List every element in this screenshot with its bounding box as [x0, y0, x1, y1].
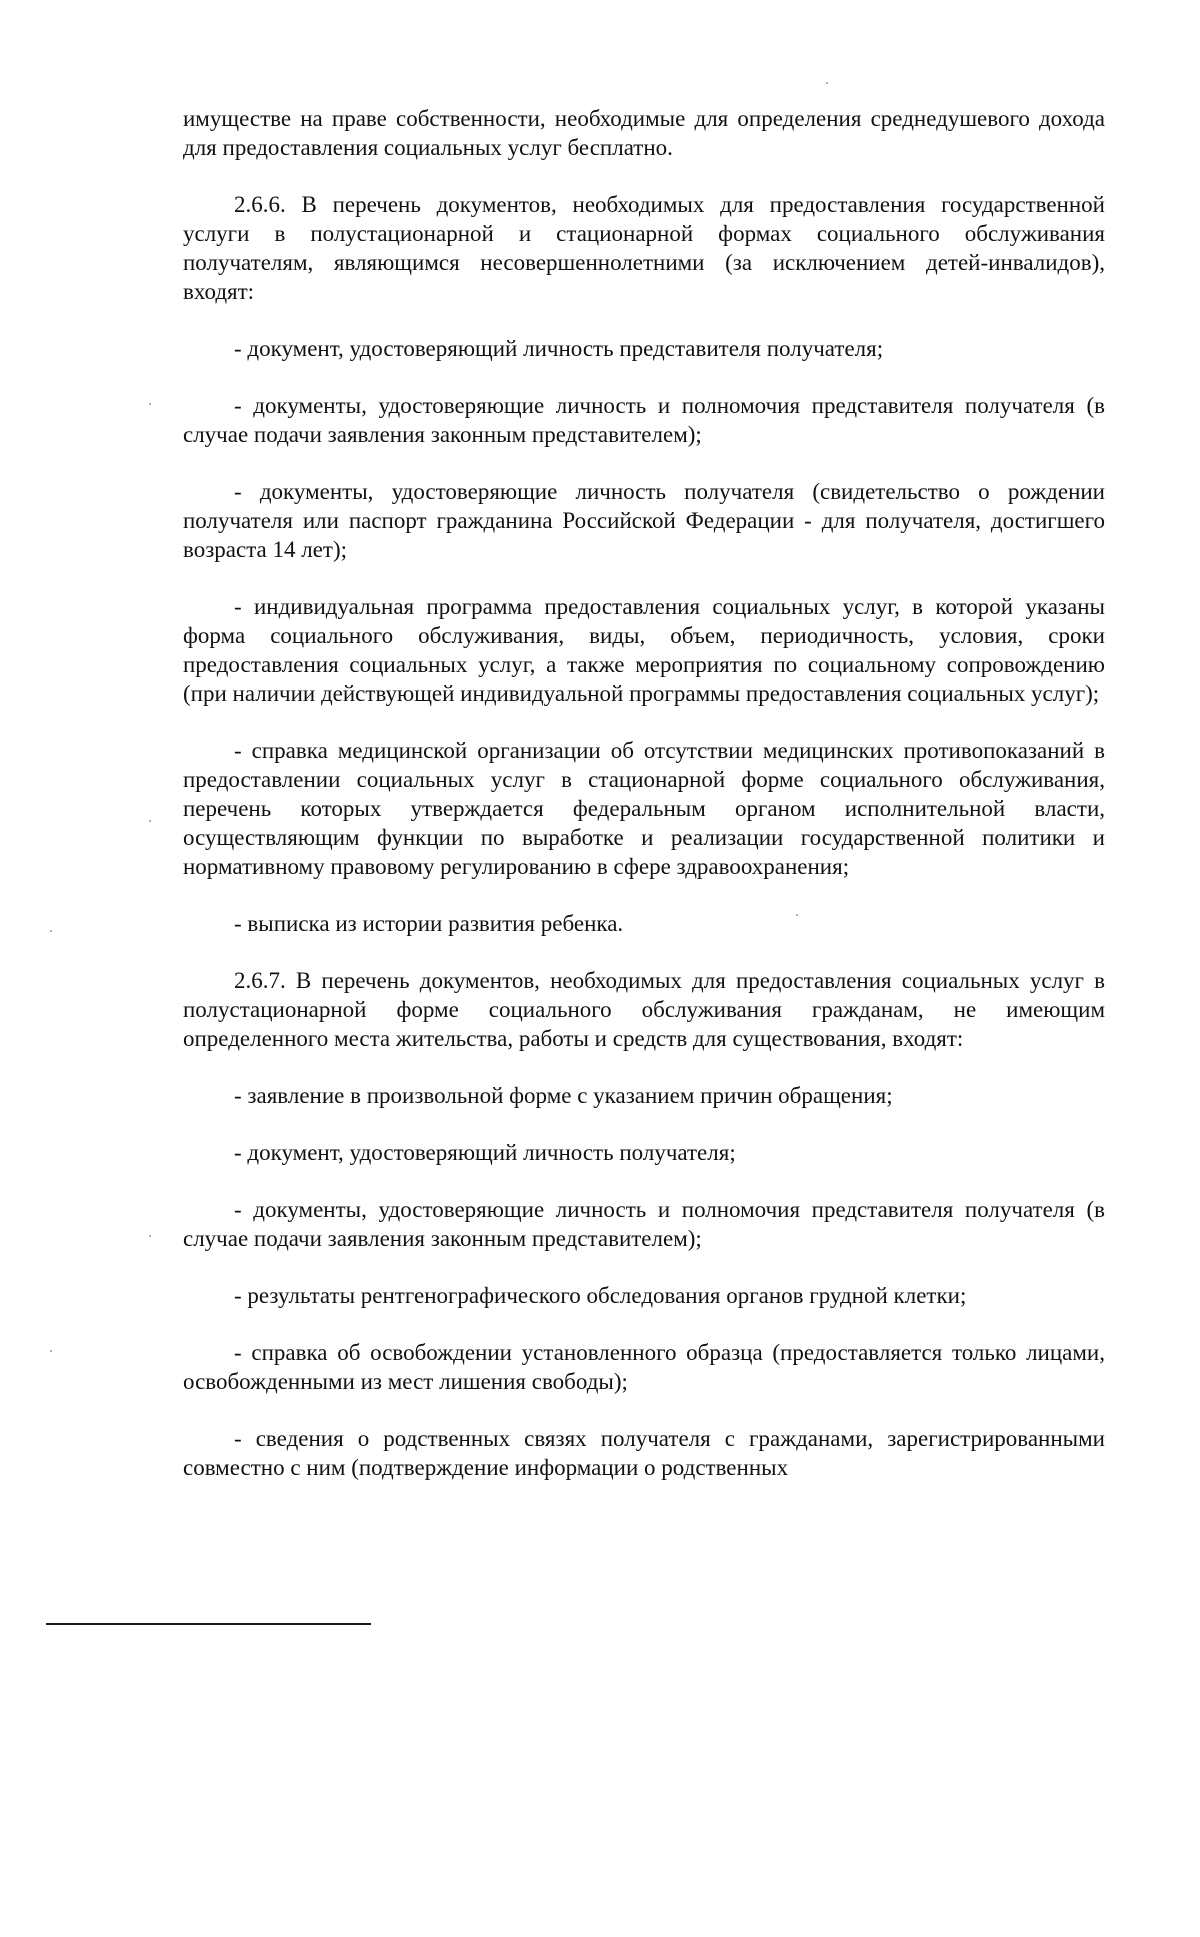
list-item: - выписка из истории развития ребенка.	[234, 911, 624, 936]
section-2-6-7-intro: 2.6.7. В перечень документов, необходимых для предоставления социальных услуг в полустационарной форме социального обслуживания гражданам, не имеющим определенного места жительства, работы и средств для существования, входят:	[183, 968, 1105, 1051]
section-2-6-6-intro: 2.6.6. В перечень документов, необходимых для предоставления государственной услуги в полустационарной и стационарной формах социального обслуживания получателям, являющимся несовершеннолетними (за исключением детей-инвалидов), входят:	[183, 192, 1105, 304]
scan-speck	[826, 82, 828, 84]
scan-speck	[50, 930, 52, 932]
paragraph-continuation: имуществе на праве собственности, необходимые для определения среднедушевого дохода для предоставления социальных услуг бесплатно.	[183, 106, 1105, 160]
list-item: - справка об освобождении установленного образца (предоставляется только лицами, освобожденными из мест лишения свободы);	[183, 1340, 1105, 1394]
list-item: - заявление в произвольной форме с указанием причин обращения;	[234, 1083, 893, 1108]
document-body	[183, 104, 1105, 1482]
scan-speck	[149, 820, 151, 822]
scan-speck	[796, 914, 798, 916]
list-item: - документы, удостоверяющие личность получателя (свидетельство о рождении получателя или паспорт гражданина Российской Федерации - для получателя, достигшего возраста 14 лет);	[183, 479, 1105, 562]
list-item: - индивидуальная программа предоставления социальных услуг, в которой указаны форма социального обслуживания, виды, объем, периодичность, условия, сроки предоставления социальных услуг, а также мероприятия по социальному сопровождению (при наличии действующей индивидуальной программы предоставления социальных услуг);	[183, 594, 1105, 706]
scan-speck	[149, 403, 151, 405]
scan-speck	[50, 1350, 52, 1352]
list-item: - документы, удостоверяющие личность и полномочия представителя получателя (в случае подачи заявления законным представителем);	[183, 393, 1105, 447]
list-item: - документы, удостоверяющие личность и полномочия представителя получателя (в случае подачи заявления законным представителем);	[183, 1197, 1105, 1251]
list-item: - документ, удостоверяющий личность получателя;	[234, 1140, 736, 1165]
list-item: - справка медицинской организации об отсутствии медицинских противопоказаний в предоставлении социальных услуг в стационарной форме социального обслуживания, перечень которых утверждается федеральным органом исполнительной власти, осуществляющим функции по выработке и реализации государственной политики и нормативному правовому регулированию в сфере здравоохранения;	[183, 738, 1105, 879]
list-item: - результаты рентгенографического обследования органов грудной клетки;	[234, 1283, 967, 1308]
footnote-separator-line	[46, 1623, 371, 1625]
scan-speck	[149, 1235, 151, 1237]
list-item: - сведения о родственных связях получателя с гражданами, зарегистрированными совместно с ним (подтверждение информации о родственных	[183, 1426, 1105, 1480]
list-item: - документ, удостоверяющий личность представителя получателя;	[234, 336, 884, 361]
